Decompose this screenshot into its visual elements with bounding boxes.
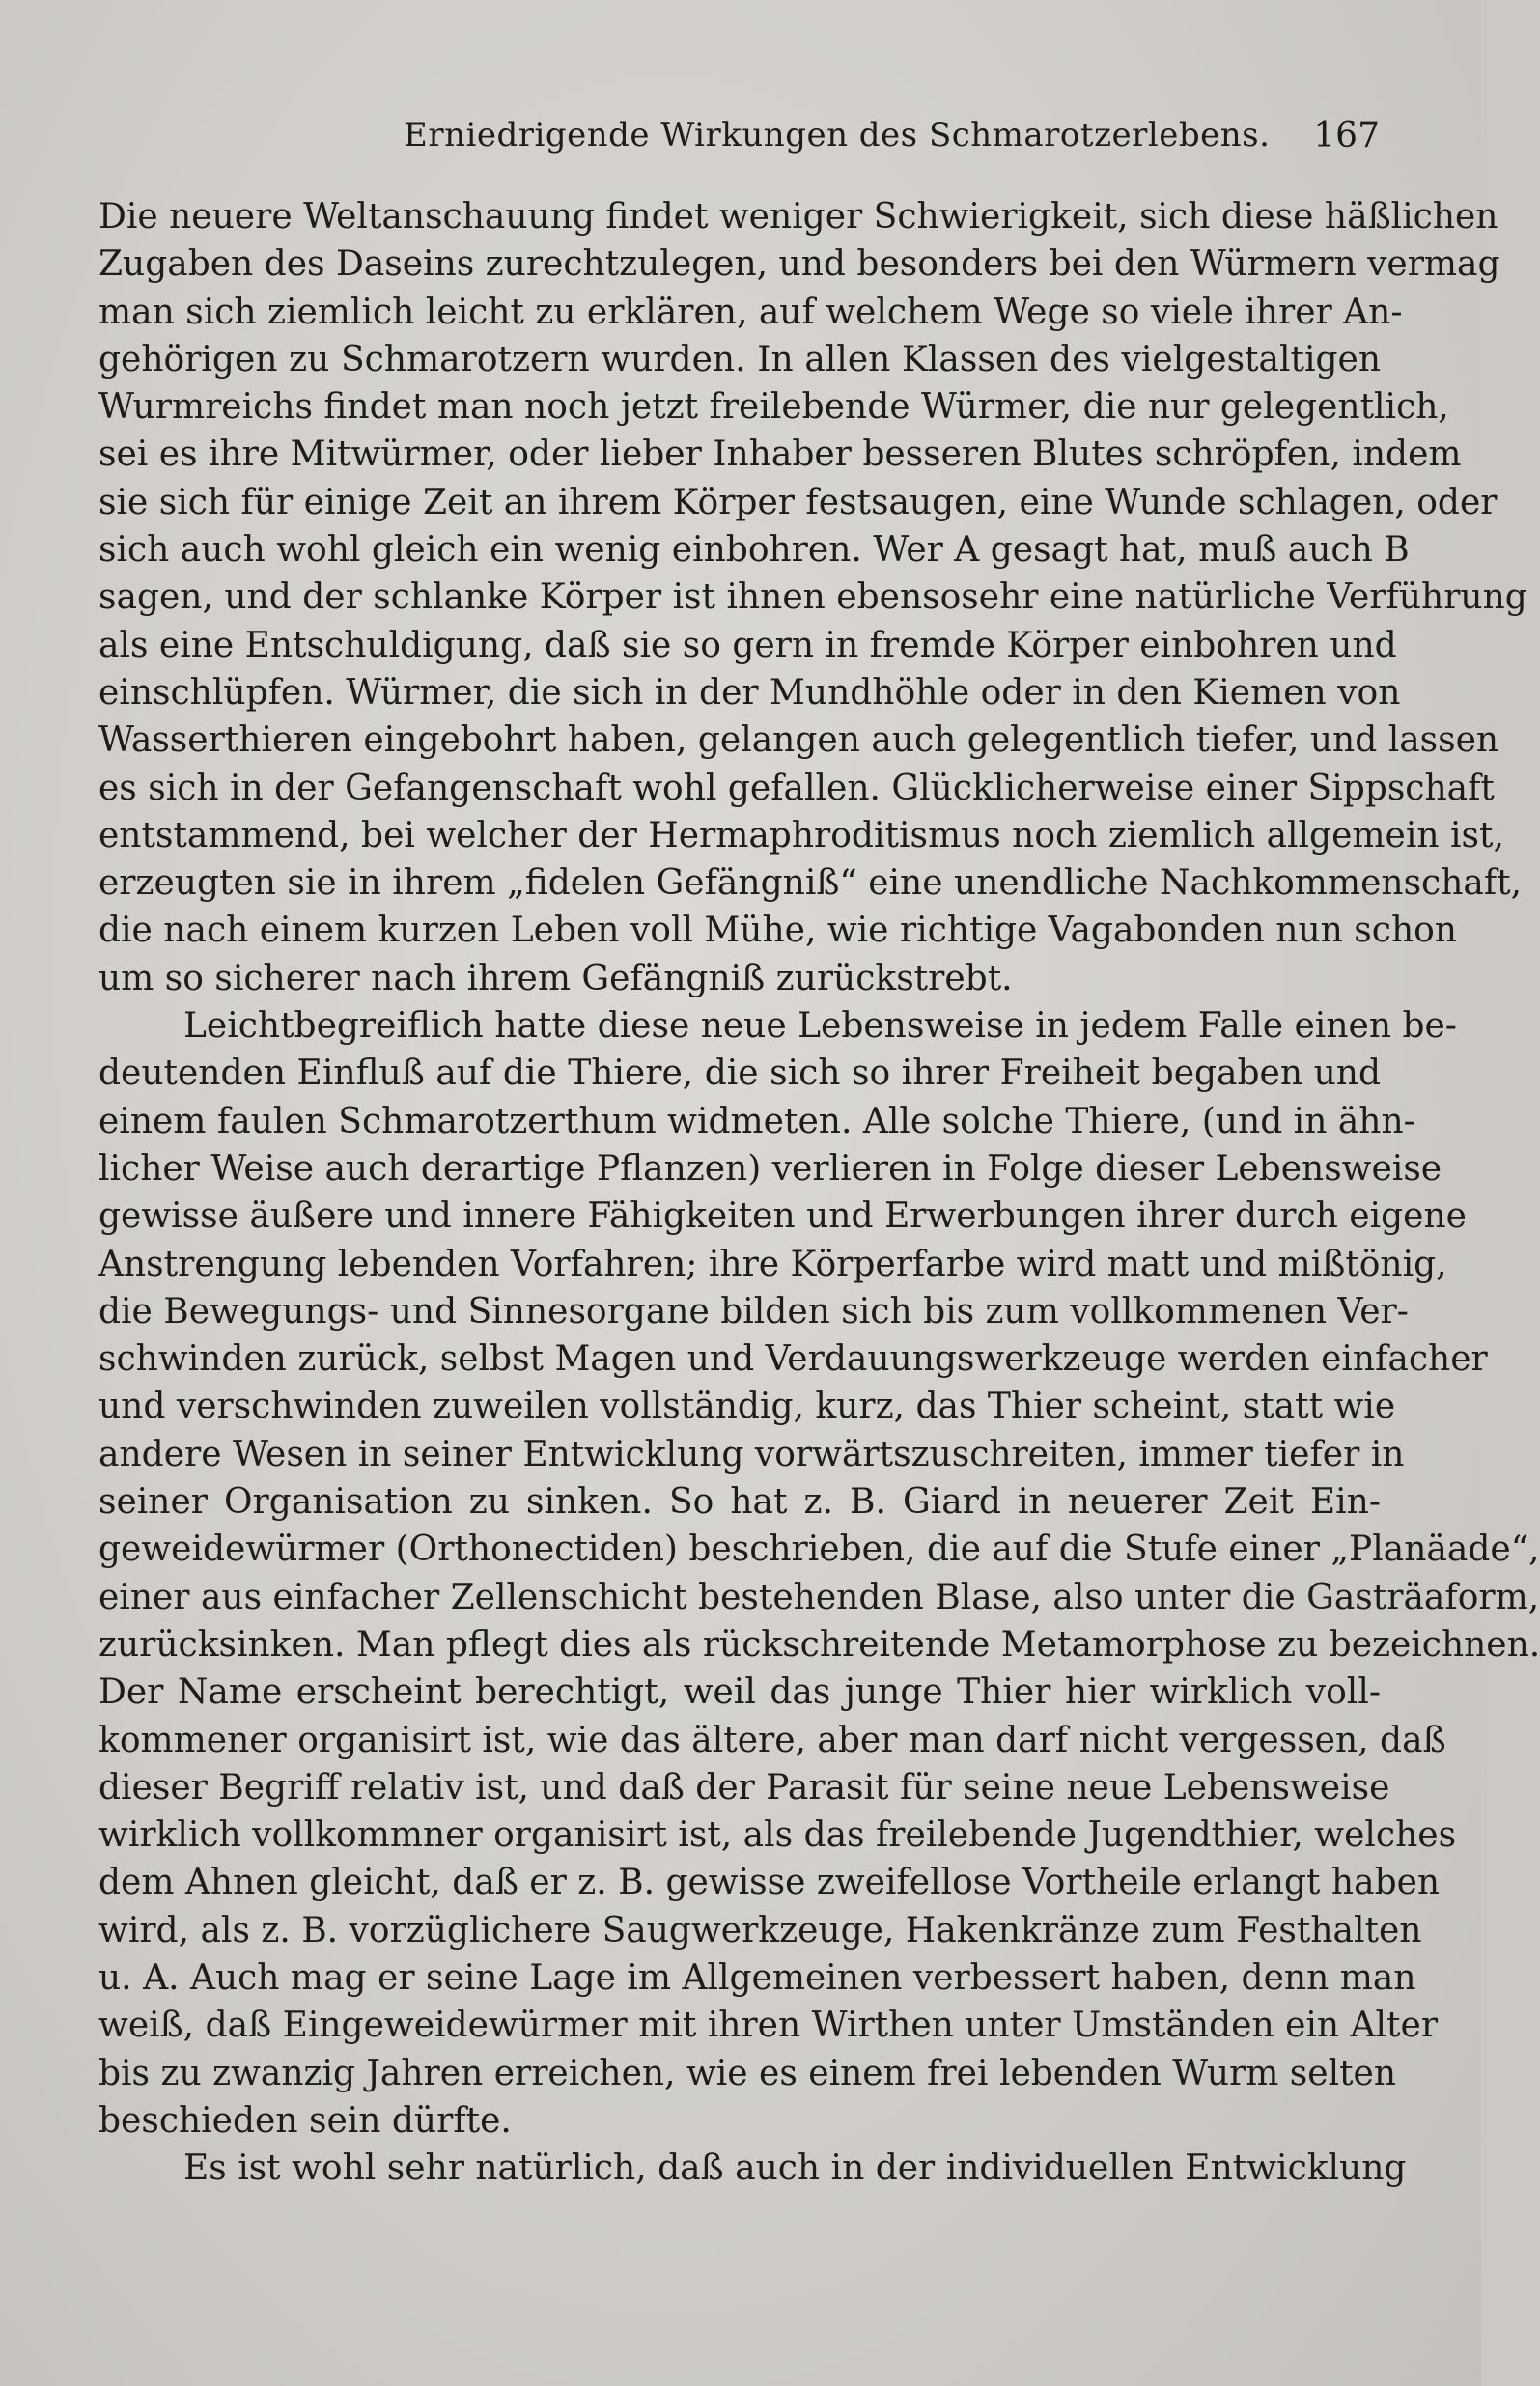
text-line: einem faulen Schmarotzerthum widmeten. Alle solche Thiere, (und in ähn- xyxy=(98,1101,1415,1141)
text-line: gewisse äußere und innere Fähigkeiten und Erwerbungen ihrer durch eigene xyxy=(98,1196,1467,1237)
page-header xyxy=(0,116,1481,174)
text-line: wird, als z. B. vorzüglichere Saugwerkzeuge, Hakenkränze zum Festhalten xyxy=(98,1910,1422,1951)
text-line: kommener organisirt ist, wie das ältere, aber man darf nicht vergessen, daß xyxy=(98,1720,1446,1760)
text-line: deutenden Einfluß auf die Thiere, die sich so ihrer Freiheit begaben und xyxy=(98,1053,1381,1094)
text-line: Die neuere Weltanschauung findet weniger Schwierigkeit, sich diese häßlichen xyxy=(98,197,1498,237)
text-line: dieser Begriff relativ ist, und daß der Parasit für seine neue Lebensweise xyxy=(98,1767,1390,1808)
text-line: Es ist wohl sehr natürlich, daß auch in der individuellen Entwicklung xyxy=(183,2148,1407,2189)
text-line: sagen, und der schlanke Körper ist ihnen ebensosehr eine natürliche Verführung xyxy=(98,577,1527,618)
text-line: und verschwinden zuweilen vollständig, kurz, das Thier scheint, statt wie xyxy=(98,1387,1396,1427)
text-line: dem Ahnen gleicht, daß er z. B. gewisse zweifellose Vortheile erlangt haben xyxy=(98,1863,1441,1903)
text-line: Zugaben des Daseins zurechtzulegen, und besonders bei den Würmern vermag xyxy=(98,244,1500,285)
text-line: sie sich für einige Zeit an ihrem Körper festsaugen, eine Wunde schlagen, oder xyxy=(98,482,1498,522)
text-line: licher Weise auch derartige Pflanzen) verlieren in Folge dieser Lebensweise xyxy=(98,1148,1442,1189)
text-line: gehörigen zu Schmarotzern wurden. In allen Klassen des vielgestaltigen xyxy=(98,339,1381,379)
text-line: entstammend, bei welcher der Hermaphroditismus noch ziemlich allgemein ist, xyxy=(98,815,1504,856)
text-line: es sich in der Gefangenschaft wohl gefallen. Glücklicherweise einer Sippschaft xyxy=(98,768,1495,808)
text-line: u. A. Auch mag er seine Lage im Allgemeinen verbessert haben, denn man xyxy=(98,1957,1416,1998)
text-line: Leichtbegreiflich hatte diese neue Lebensweise in jedem Falle einen be- xyxy=(183,1006,1457,1047)
text-line: zurücksinken. Man pflegt dies als rückschreitende Metamorphose zu bezeichnen. xyxy=(98,1624,1540,1665)
text-line: Der Name erscheint berechtigt, weil das junge Thier hier wirklich voll- xyxy=(98,1672,1381,1713)
text-line: man sich ziemlich leicht zu erklären, auf welchem Wege so viele ihrer An- xyxy=(98,292,1403,332)
text-line: beschieden sein dürfte. xyxy=(98,2100,512,2141)
text-line: seiner Organisation zu sinken. So hat z. B. Giard in neuerer Zeit Ein- xyxy=(98,1482,1381,1523)
text-line: einer aus einfacher Zellenschicht bestehenden Blase, also unter die Gasträaform, xyxy=(98,1577,1540,1617)
text-line: Wurmreichs findet man noch jetzt freilebende Würmer, die nur gelegentlich, xyxy=(98,387,1449,428)
text-line: erzeugten sie in ihrem „fidelen Gefängniß“ eine unendliche Nachkommenschaft, xyxy=(98,863,1523,904)
text-line: andere Wesen in seiner Entwicklung vorwärtszuschreiten, immer tiefer in xyxy=(98,1434,1405,1474)
text-line: bis zu zwanzig Jahren erreichen, wie es einem frei lebenden Wurm selten xyxy=(98,2053,1397,2093)
text-line: geweidewürmer (Orthonectiden) beschrieben, die auf die Stufe einer „Planäade“, xyxy=(98,1530,1540,1570)
page-number: 167 xyxy=(1313,116,1380,155)
text-line: wirklich vollkommner organisirt ist, als das freilebende Jugendthier, welches xyxy=(98,1815,1457,1856)
body-text xyxy=(98,193,1540,2192)
text-line: als eine Entschuldigung, daß sie so gern in fremde Körper einbohren und xyxy=(98,625,1397,665)
text-line: die nach einem kurzen Leben voll Mühe, wie richtige Vagabonden nun schon xyxy=(98,911,1457,951)
text-line: Anstrengung lebenden Vorfahren; ihre Körperfarbe wird matt und mißtönig, xyxy=(98,1244,1447,1284)
text-line: weiß, daß Eingeweidewürmer mit ihren Wirthen unter Umständen ein Alter xyxy=(98,2006,1439,2046)
text-line: einschlüpfen. Würmer, die sich in der Mundhöhle oder in den Kiemen von xyxy=(98,672,1401,713)
text-line: sich auch wohl gleich ein wenig einbohren. Wer A gesagt hat, muß auch B xyxy=(98,530,1410,571)
running-title: Erniedrigende Wirkungen des Schmarotzerlebens. xyxy=(404,116,1271,154)
text-line: die Bewegungs- und Sinnesorgane bilden sich bis zum vollkommenen Ver- xyxy=(98,1291,1409,1332)
text-line: schwinden zurück, selbst Magen und Verdauungswerkzeuge werden einfacher xyxy=(98,1339,1488,1380)
text-line: Wasserthieren eingebohrt haben, gelangen auch gelegentlich tiefer, und lassen xyxy=(98,720,1499,761)
text-line: um so sicherer nach ihrem Gefängniß zurückstrebt. xyxy=(98,958,1013,998)
text-line: sei es ihre Mitwürmer, oder lieber Inhaber besseren Blutes schröpfen, indem xyxy=(98,435,1462,475)
